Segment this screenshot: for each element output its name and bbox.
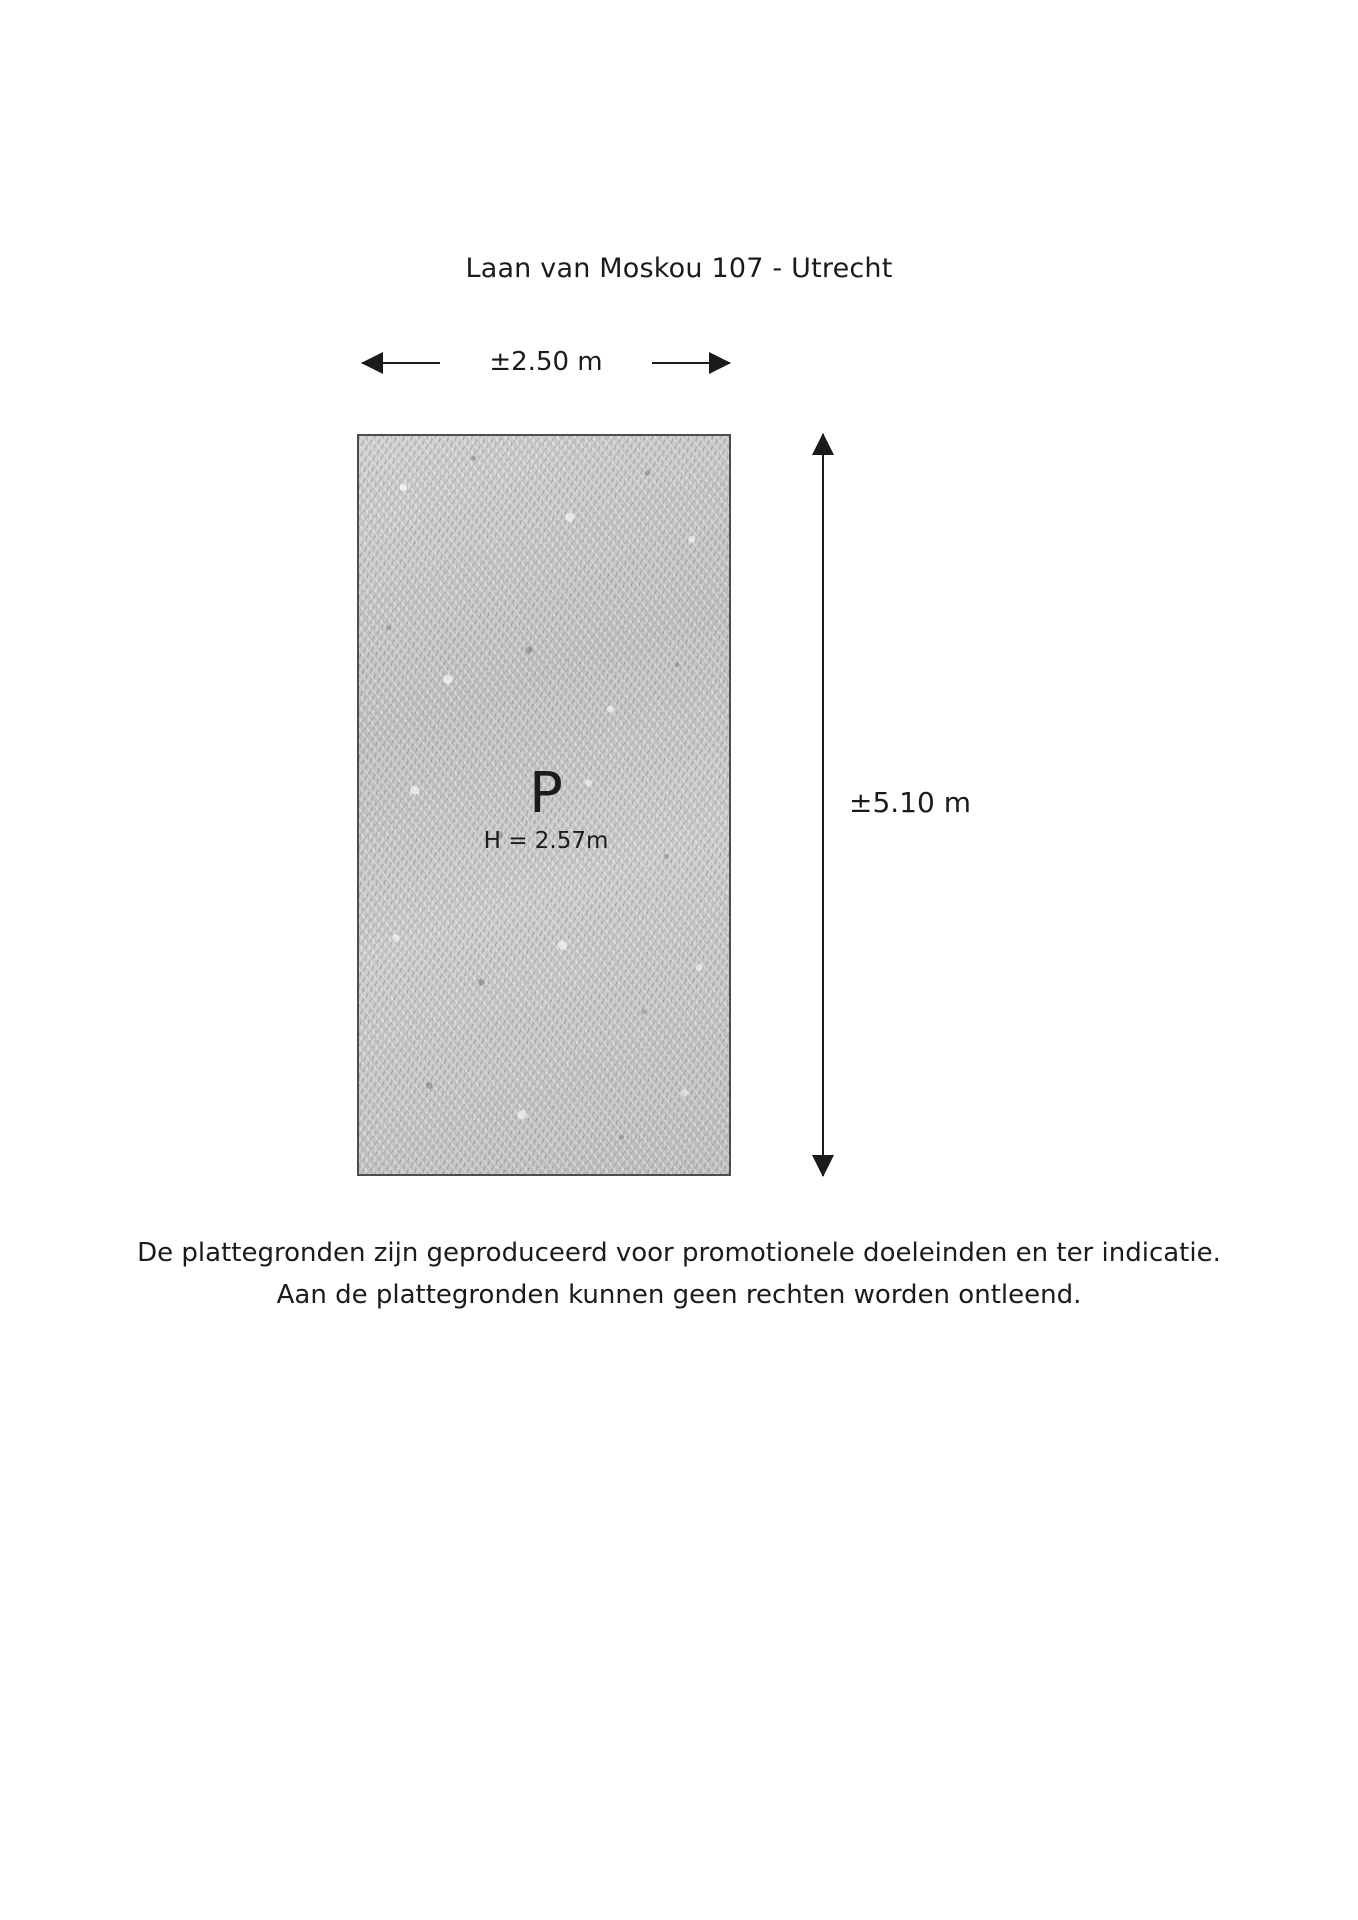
disclaimer-line-1: De plattegronden zijn geproduceerd voor promotionele doeleinden en ter indicatie. [137, 1238, 1221, 1268]
arrow-right-icon [709, 352, 731, 374]
arrow-left-icon [361, 352, 383, 374]
floor-plan-area [357, 434, 731, 1176]
room-label: P [529, 761, 563, 826]
width-dimension [362, 344, 730, 384]
room-height-label: H = 2.57m [483, 828, 609, 854]
disclaimer-line-2: Aan de plattegronden kunnen geen rechten worden ontleend. [276, 1280, 1082, 1310]
dimension-line-vertical [822, 434, 824, 1176]
height-dimension [811, 434, 835, 1176]
arrow-down-icon [812, 1155, 834, 1177]
disclaimer [0, 1232, 1358, 1316]
height-dimension-label: ±5.10 m [849, 786, 971, 819]
room-label-group [359, 761, 733, 856]
arrow-up-icon [812, 433, 834, 455]
page-title: Laan van Moskou 107 - Utrecht [465, 253, 893, 284]
width-dimension-label: ±2.50 m [440, 344, 652, 380]
